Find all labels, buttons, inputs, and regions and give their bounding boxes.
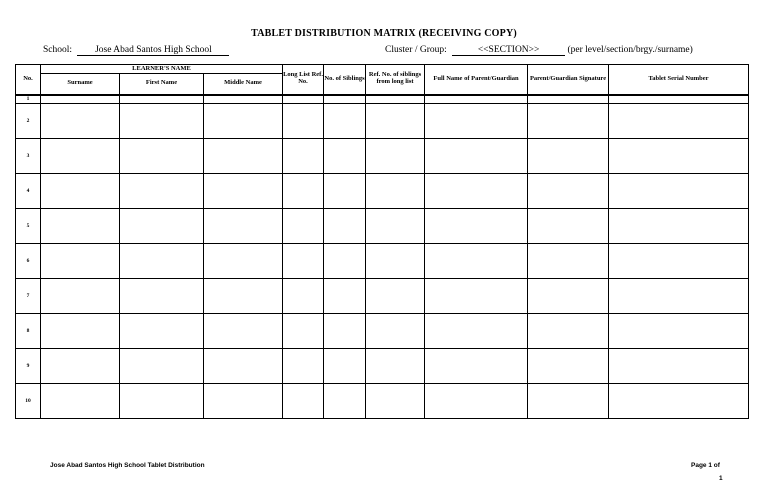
table-row	[16, 174, 749, 209]
row-number: 10	[16, 384, 41, 419]
sibling-ref-cell[interactable]	[366, 314, 425, 349]
header-no: No.	[16, 65, 41, 95]
serial-number-cell[interactable]	[609, 95, 749, 104]
first-name-cell[interactable]	[120, 244, 204, 279]
row-number: 4	[16, 174, 41, 209]
middle-name-cell[interactable]	[204, 314, 283, 349]
middle-name-cell[interactable]	[204, 95, 283, 104]
first-name-cell[interactable]	[120, 95, 204, 104]
row-number: 7	[16, 279, 41, 314]
siblings-cell[interactable]	[324, 174, 366, 209]
header-parent-signature: Parent/Guardian Signature	[528, 65, 609, 95]
header-learners-name: LEARNER'S NAME	[41, 65, 283, 74]
surname-cell[interactable]	[41, 139, 120, 174]
siblings-cell[interactable]	[324, 244, 366, 279]
table-row	[16, 104, 749, 139]
sibling-ref-cell[interactable]	[366, 209, 425, 244]
sibling-ref-cell[interactable]	[366, 349, 425, 384]
row-number: 8	[16, 314, 41, 349]
table-row	[16, 314, 749, 349]
header-no-of-siblings: No. of Siblings	[324, 65, 366, 95]
row-number: 2	[16, 104, 41, 139]
surname-cell[interactable]	[41, 279, 120, 314]
parent-name-cell[interactable]	[425, 174, 528, 209]
header-ref-no-siblings: Ref. No. of siblings from long list	[366, 65, 425, 95]
first-name-cell[interactable]	[120, 279, 204, 314]
signature-cell[interactable]	[528, 139, 609, 174]
siblings-cell[interactable]	[324, 95, 366, 104]
school-label: School:	[43, 45, 73, 55]
table-row	[16, 244, 749, 279]
header-full-name-parent: Full Name of Parent/Guardian	[425, 65, 528, 95]
signature-cell[interactable]	[528, 279, 609, 314]
row-number: 3	[16, 139, 41, 174]
surname-cell[interactable]	[41, 209, 120, 244]
serial-number-cell[interactable]	[609, 349, 749, 384]
parent-name-cell[interactable]	[425, 349, 528, 384]
long-list-ref-cell[interactable]	[283, 244, 324, 279]
header-surname: Surname	[41, 74, 120, 95]
signature-cell[interactable]	[528, 244, 609, 279]
surname-cell[interactable]	[41, 104, 120, 139]
long-list-ref-cell[interactable]	[283, 384, 324, 419]
siblings-cell[interactable]	[324, 349, 366, 384]
first-name-cell[interactable]	[120, 384, 204, 419]
table-row	[16, 209, 749, 244]
serial-number-cell[interactable]	[609, 314, 749, 349]
siblings-cell[interactable]	[324, 384, 366, 419]
signature-cell[interactable]	[528, 95, 609, 104]
surname-cell[interactable]	[41, 314, 120, 349]
serial-number-cell[interactable]	[609, 139, 749, 174]
footer-page-label: Page 1 of	[691, 462, 720, 469]
cluster-label: Cluster / Group:	[385, 45, 447, 55]
sibling-ref-cell[interactable]	[366, 104, 425, 139]
sibling-ref-cell[interactable]	[366, 139, 425, 174]
serial-number-cell[interactable]	[609, 174, 749, 209]
signature-cell[interactable]	[528, 174, 609, 209]
table-row	[16, 95, 749, 104]
first-name-cell[interactable]	[120, 139, 204, 174]
surname-cell[interactable]	[41, 384, 120, 419]
middle-name-cell[interactable]	[204, 104, 283, 139]
long-list-ref-cell[interactable]	[283, 174, 324, 209]
middle-name-cell[interactable]	[204, 349, 283, 384]
distribution-table	[15, 64, 749, 419]
serial-number-cell[interactable]	[609, 104, 749, 139]
cluster-hint: (per level/section/brgy./surname)	[567, 45, 693, 55]
middle-name-cell[interactable]	[204, 384, 283, 419]
sibling-ref-cell[interactable]	[366, 384, 425, 419]
serial-number-cell[interactable]	[609, 244, 749, 279]
sibling-ref-cell[interactable]	[366, 95, 425, 104]
sibling-ref-cell[interactable]	[366, 174, 425, 209]
row-number: 6	[16, 244, 41, 279]
first-name-cell[interactable]	[120, 314, 204, 349]
header-first-name: First Name	[120, 74, 204, 95]
surname-cell[interactable]	[41, 174, 120, 209]
middle-name-cell[interactable]	[204, 174, 283, 209]
parent-name-cell[interactable]	[425, 384, 528, 419]
first-name-cell[interactable]	[120, 174, 204, 209]
middle-name-cell[interactable]	[204, 139, 283, 174]
sibling-ref-cell[interactable]	[366, 279, 425, 314]
long-list-ref-cell[interactable]	[283, 314, 324, 349]
signature-cell[interactable]	[528, 384, 609, 419]
table-row	[16, 349, 749, 384]
table-row	[16, 384, 749, 419]
middle-name-cell[interactable]	[204, 244, 283, 279]
middle-name-cell[interactable]	[204, 279, 283, 314]
serial-number-cell[interactable]	[609, 279, 749, 314]
header-tablet-serial: Tablet Serial Number	[609, 65, 749, 95]
first-name-cell[interactable]	[120, 209, 204, 244]
signature-cell[interactable]	[528, 349, 609, 384]
long-list-ref-cell[interactable]	[283, 349, 324, 384]
parent-name-cell[interactable]	[425, 244, 528, 279]
signature-cell[interactable]	[528, 104, 609, 139]
cluster-field	[385, 45, 693, 56]
signature-cell[interactable]	[528, 209, 609, 244]
signature-cell[interactable]	[528, 314, 609, 349]
table-row	[16, 139, 749, 174]
surname-cell[interactable]	[41, 95, 120, 104]
serial-number-cell[interactable]	[609, 384, 749, 419]
header-middle-name: Middle Name	[204, 74, 283, 95]
surname-cell[interactable]	[41, 349, 120, 384]
long-list-ref-cell[interactable]	[283, 209, 324, 244]
parent-name-cell[interactable]	[425, 314, 528, 349]
siblings-cell[interactable]	[324, 279, 366, 314]
parent-name-cell[interactable]	[425, 279, 528, 314]
parent-name-cell[interactable]	[425, 104, 528, 139]
long-list-ref-cell[interactable]	[283, 279, 324, 314]
parent-name-cell[interactable]	[425, 95, 528, 104]
parent-name-cell[interactable]	[425, 209, 528, 244]
long-list-ref-cell[interactable]	[283, 104, 324, 139]
siblings-cell[interactable]	[324, 314, 366, 349]
siblings-cell[interactable]	[324, 209, 366, 244]
document-title: TABLET DISTRIBUTION MATRIX (RECEIVING COPY)	[251, 28, 517, 39]
row-number: 1	[16, 95, 41, 104]
surname-cell[interactable]	[41, 244, 120, 279]
long-list-ref-cell[interactable]	[283, 139, 324, 174]
school-field	[43, 45, 229, 56]
siblings-cell[interactable]	[324, 104, 366, 139]
first-name-cell[interactable]	[120, 349, 204, 384]
parent-name-cell[interactable]	[425, 139, 528, 174]
cluster-value: <<SECTION>>	[452, 45, 565, 56]
header-long-list-ref: Long List Ref. No.	[283, 65, 324, 95]
sibling-ref-cell[interactable]	[366, 244, 425, 279]
table-row	[16, 279, 749, 314]
footer-page-total: 1	[719, 475, 723, 482]
long-list-ref-cell[interactable]	[283, 95, 324, 104]
footer-document-name: Jose Abad Santos High School Tablet Distribution	[50, 462, 205, 469]
first-name-cell[interactable]	[120, 104, 204, 139]
row-number: 5	[16, 209, 41, 244]
siblings-cell[interactable]	[324, 139, 366, 174]
school-value: Jose Abad Santos High School	[77, 45, 229, 56]
middle-name-cell[interactable]	[204, 209, 283, 244]
row-number: 9	[16, 349, 41, 384]
serial-number-cell[interactable]	[609, 209, 749, 244]
